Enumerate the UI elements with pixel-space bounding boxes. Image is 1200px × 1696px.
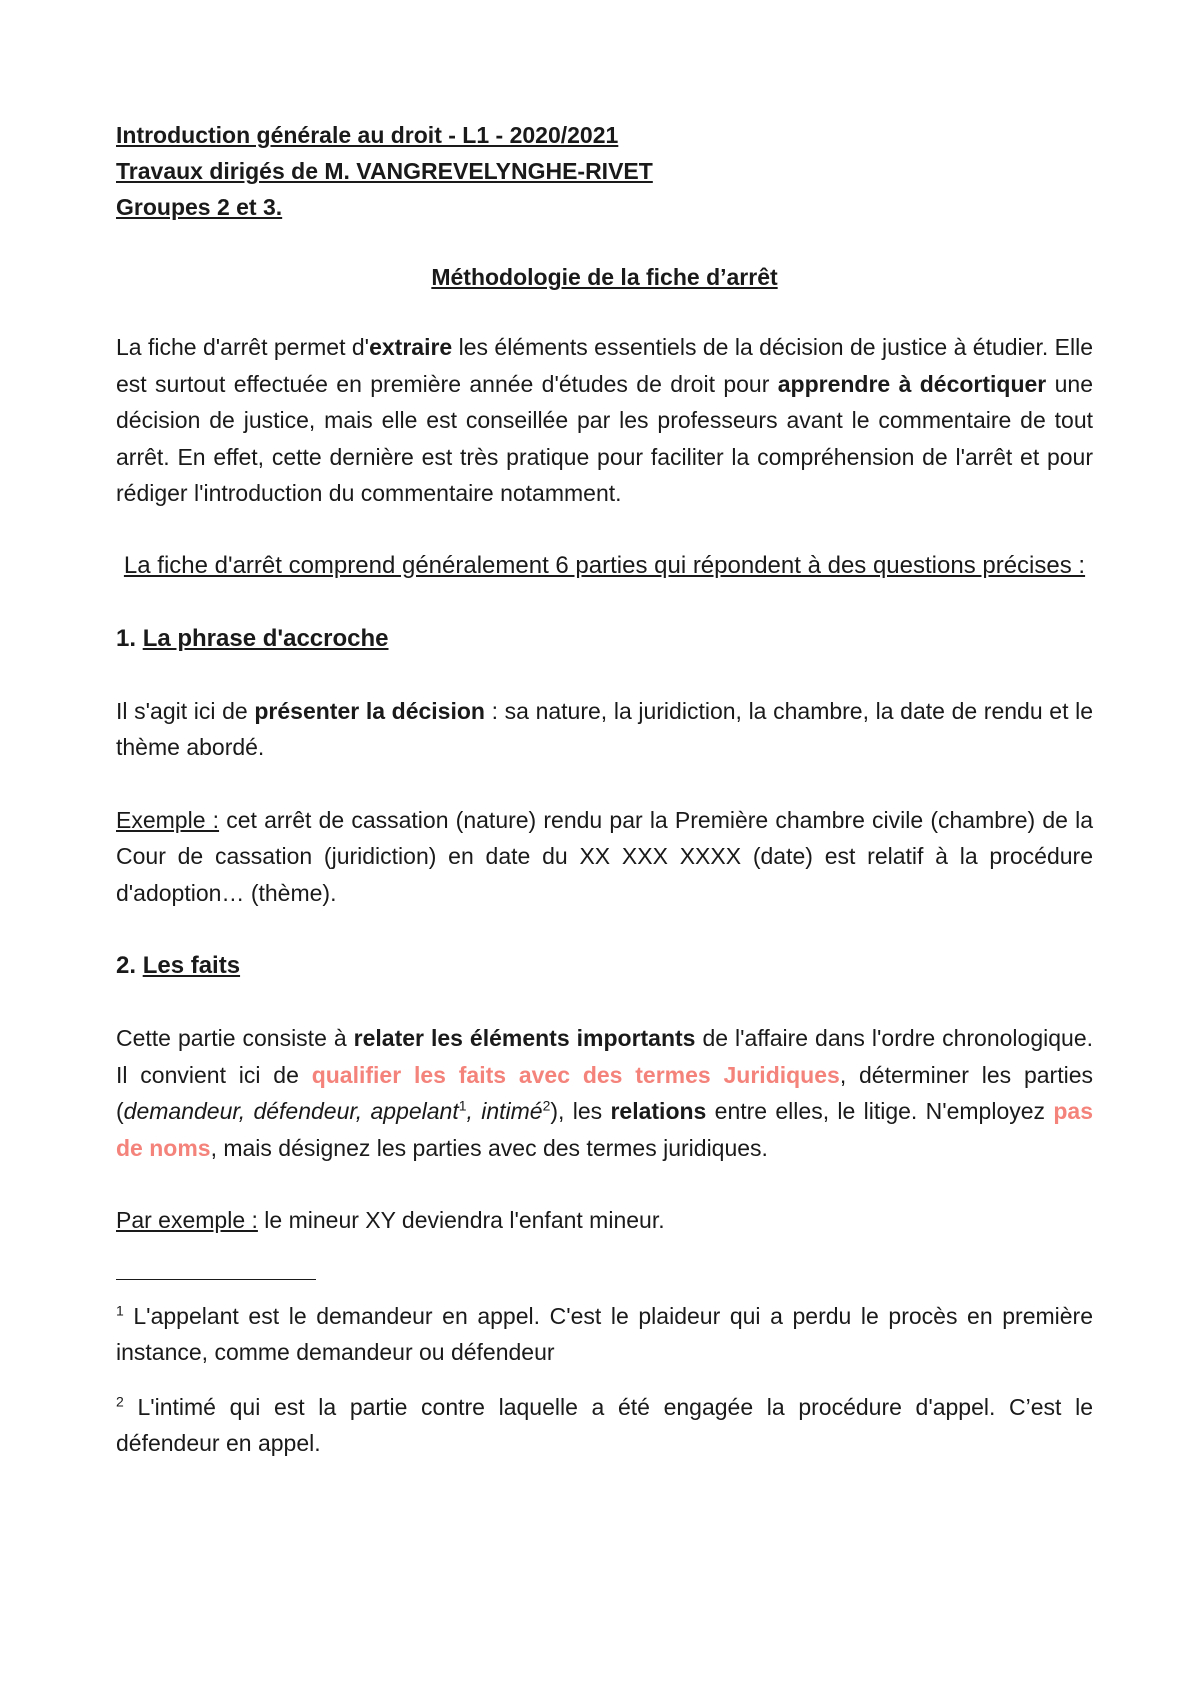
section-2-number: 2. (116, 952, 143, 979)
section-2-bold-1: relater les éléments importants (353, 1025, 696, 1051)
section-2-italic-1: demandeur, défendeur, appelant (123, 1098, 459, 1124)
footnote-divider (116, 1279, 316, 1280)
section-2-text-4: ), les (550, 1098, 611, 1124)
section-1-example-label: Exemple : (116, 806, 220, 833)
section-1-text-1: Il s'agit ici de (116, 697, 255, 724)
section-2-heading (116, 947, 1093, 984)
section-1-bold: présenter la décision (254, 697, 485, 724)
intro-text-2: les éléments essentiels de la décision de justice à étudier. Elle est surtout effectuée en première année d'études de droit pour (116, 334, 1094, 397)
section-1-title: La phrase d'accroche (142, 624, 389, 652)
section-2-italic-2: , intimé (466, 1098, 543, 1124)
intro-paragraph (116, 329, 1093, 512)
footnote-2-marker: 2 (116, 1392, 124, 1409)
section-2-bold-2: relations (610, 1098, 707, 1124)
footnote-1 (116, 1298, 1093, 1371)
section-2-title: Les faits (142, 952, 241, 979)
section-2-text-6: , mais désignez les parties avec des termes juridiques. (210, 1134, 768, 1161)
section-2-highlight-2: pas de noms (116, 1098, 1093, 1161)
footnote-1-marker: 1 (116, 1301, 124, 1318)
section-1-heading (116, 620, 1093, 657)
footnote-ref-2[interactable]: 2 (542, 1097, 551, 1114)
intro-bold-extraire: extraire (369, 334, 453, 360)
document-content (116, 117, 1093, 1462)
section-1-number: 1. (116, 624, 143, 652)
intro-text-1: La fiche d'arrêt permet d' (116, 334, 370, 360)
instructor-line: Travaux dirigés de M. VANGREVELYNGHE-RIVET (116, 158, 653, 184)
section-1-example-text: cet arrêt de cassation (nature) rendu par la Première chambre civile (chambre) de la Cour de cassation (juridiction) en date du XX XXX XXXX (date) est relatif à la procédure d'adoption… (thème). (116, 806, 1093, 906)
section-2-paragraph (116, 1020, 1093, 1166)
section-2-example (116, 1202, 1093, 1239)
course-title: Introduction générale au droit - L1 - 2020/2021 (116, 122, 619, 148)
section-1-text-2: : sa nature, la juridiction, la chambre, la date de rendu et le thème abordé. (116, 697, 1093, 760)
intro-text-3: une décision de justice, mais elle est conseillée par les professeurs avant le commentaire de tout arrêt. En effet, cette dernière est très pratique pour faciliter la compréhension de l'arrêt et pour rédiger l'introduction du commentaire notamment. (116, 370, 1093, 506)
section-2-text-1: Cette partie consiste à (116, 1025, 354, 1051)
intro-bold-decortiquer: apprendre à décortiquer (777, 370, 1047, 397)
section-2-text-5: entre elles, le litige. N'employez (706, 1098, 1054, 1124)
section-2-highlight-1: qualifier les faits avec des termes Juridiques (311, 1061, 840, 1088)
footnote-ref-1[interactable]: 1 (458, 1097, 467, 1114)
groups-line: Groupes 2 et 3. (116, 194, 283, 220)
section-1-example (116, 802, 1093, 912)
section-1-paragraph (116, 693, 1093, 766)
section-2-text-2: de l'affaire dans l'ordre chronologique. Il convient ici de (116, 1025, 1093, 1088)
footnote-2 (116, 1389, 1093, 1462)
footnote-2-text: L'intimé qui est la partie contre laquelle a été engagée la procédure d'appel. C’est le défendeur en appel. (116, 1393, 1093, 1456)
parts-subtitle: La fiche d'arrêt comprend généralement 6 parties qui répondent à des questions précises : (123, 551, 1086, 579)
section-2-text-3: , déterminer les parties ( (116, 1061, 1093, 1124)
section-2-example-label: Par exemple : (116, 1207, 258, 1233)
page-title: Méthodologie de la fiche d’arrêt (431, 264, 778, 290)
footnote-1-text: L'appelant est le demandeur en appel. C'est le plaideur qui a perdu le procès en première instance, comme demandeur ou défendeur (116, 1302, 1093, 1365)
section-2-example-text: le mineur XY deviendra l'enfant mineur. (257, 1207, 665, 1233)
